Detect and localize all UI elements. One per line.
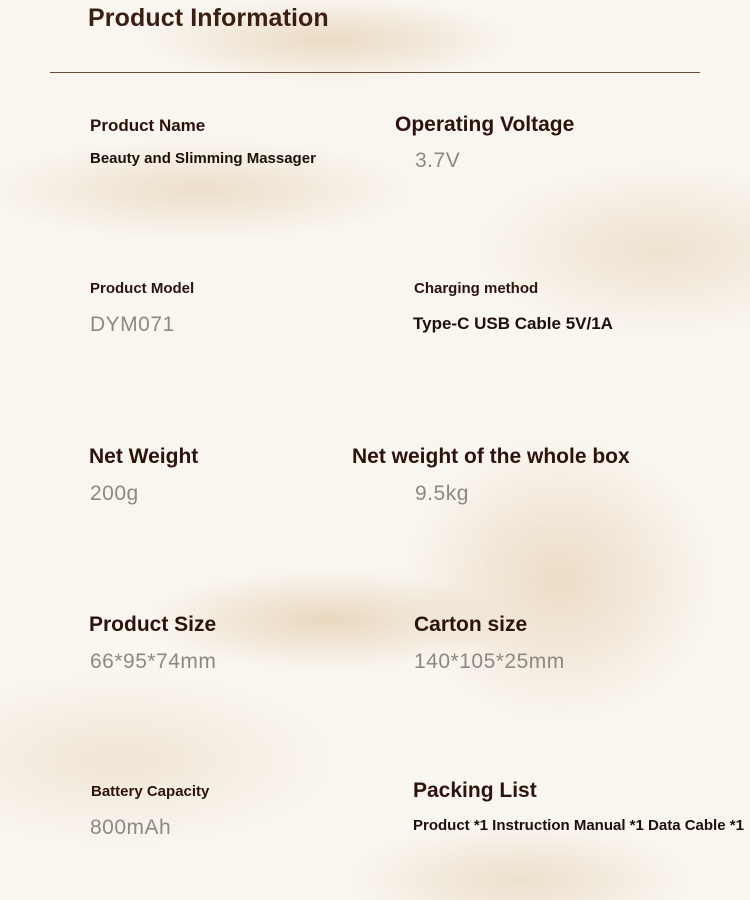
spec-label-charging-method: Charging method (414, 280, 539, 297)
spec-label-net-weight: Net Weight (89, 445, 199, 468)
spec-label-carton-size: Carton size (414, 613, 528, 636)
spec-label-product-size: Product Size (89, 613, 217, 636)
spec-value-product-size: 66*95*74mm (90, 650, 217, 673)
spec-label-operating-voltage: Operating Voltage (395, 113, 575, 136)
spec-label-product-model: Product Model (90, 280, 195, 297)
spec-value-carton-size: 140*105*25mm (414, 650, 565, 673)
spec-label-packing-list: Packing List (413, 779, 537, 802)
spec-label-box-net-weight: Net weight of the whole box (352, 445, 630, 468)
page-title: Product Information (88, 4, 329, 32)
spec-label-battery-capacity: Battery Capacity (91, 783, 210, 800)
spec-value-battery-capacity: 800mAh (90, 816, 172, 839)
spec-value-net-weight: 200g (90, 482, 139, 505)
spec-value-product-model: DYM071 (90, 313, 175, 336)
title-divider (50, 72, 700, 73)
spec-label-product-name: Product Name (90, 116, 206, 135)
spec-value-operating-voltage: 3.7V (415, 149, 461, 172)
spec-value-box-net-weight: 9.5kg (415, 482, 469, 505)
spec-value-product-name: Beauty and Slimming Massager (90, 150, 316, 167)
spec-value-packing-list: Product *1 Instruction Manual *1 Data Cable *1 (413, 817, 744, 834)
spec-value-charging-method: Type-C USB Cable 5V/1A (413, 314, 613, 333)
